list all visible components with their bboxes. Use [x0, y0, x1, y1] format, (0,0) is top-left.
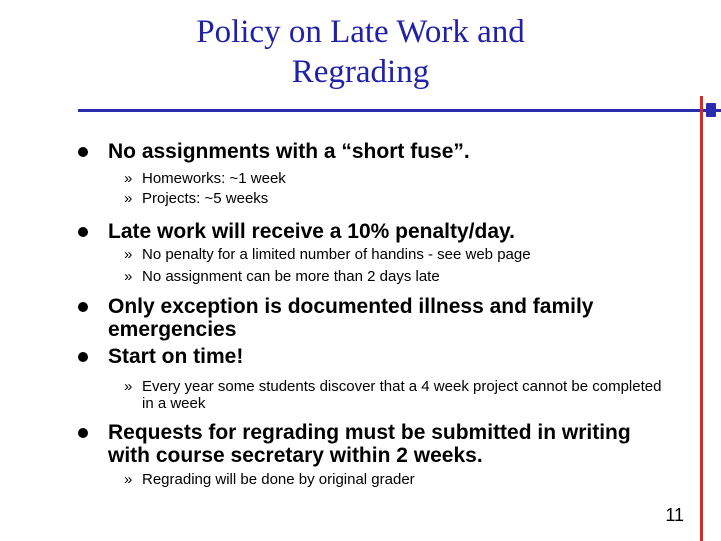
sub-bullet-1-2: » Projects: ~5 weeks [142, 190, 662, 207]
rule-end-cap [706, 103, 716, 117]
title-line-1: Policy on Late Work and [196, 14, 525, 50]
right-vertical-rule [700, 96, 703, 541]
bullet-4: Start on time! [108, 345, 668, 368]
bullet-5: Requests for regrading must be submitted in writing with course secretary within 2 weeks. [108, 421, 668, 467]
sub-bullet-5-1: » Regrading will be done by original grader [142, 471, 662, 488]
sub-bullet-1-1: » Homeworks: ~1 week [142, 170, 662, 187]
sub-bullet-4-1: » Every year some students discover that a 4 week project cannot be completed in a week [142, 378, 662, 412]
page-number: 11 [665, 505, 684, 525]
slide-title [0, 12, 721, 92]
title-line-2: Regrading [291, 54, 430, 90]
sub-bullet-2-1: » No penalty for a limited number of handins - see web page [142, 246, 662, 263]
bullet-2: Late work will receive a 10% penalty/day. [108, 220, 668, 243]
bullet-1: No assignments with a “short fuse”. [108, 140, 668, 163]
title-underline [78, 109, 721, 112]
sub-bullet-2-2: » No assignment can be more than 2 days late [142, 268, 662, 285]
bullet-3: Only exception is documented illness and family emergencies [108, 295, 668, 341]
